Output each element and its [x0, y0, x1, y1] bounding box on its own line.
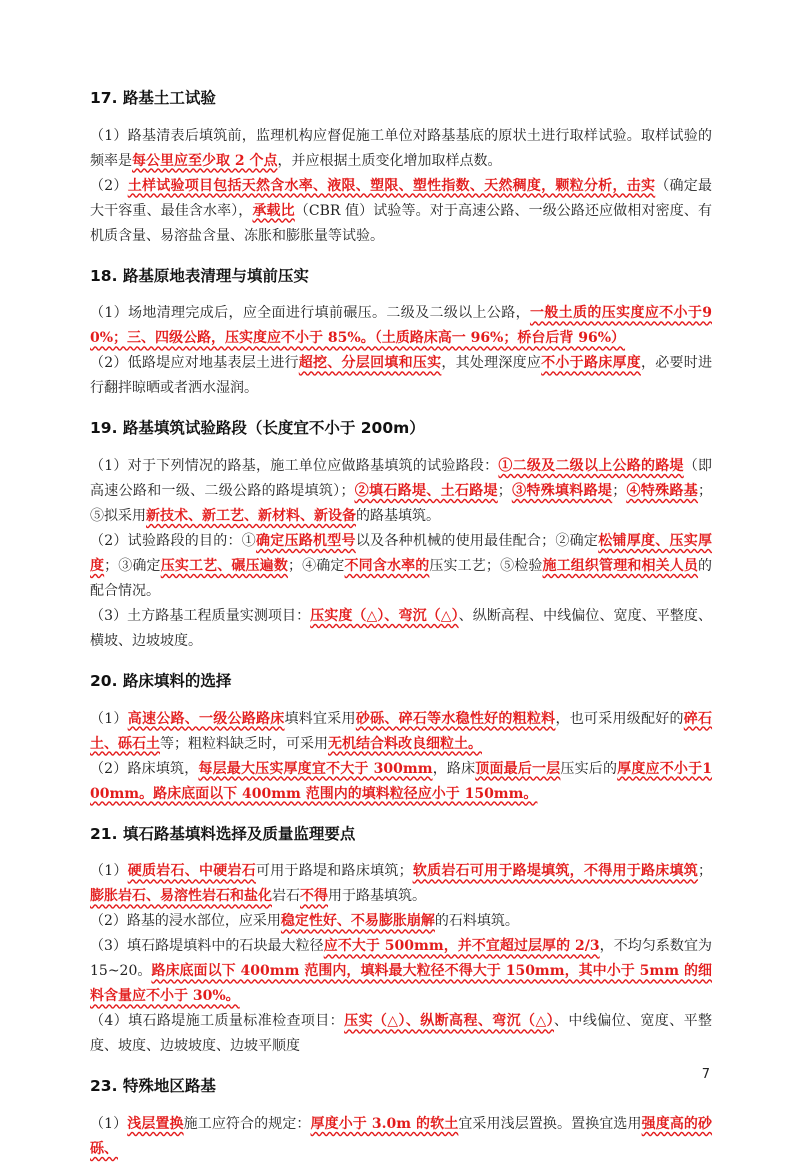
highlighted-text: ④特殊路基	[626, 483, 699, 500]
text-run: （1）	[90, 863, 128, 880]
highlighted-text: 不得	[300, 888, 328, 905]
document-body	[90, 88, 712, 1162]
text-run: （3）土方路基工程质量实测项目：	[90, 608, 311, 625]
highlighted-text: 不同含水率的	[344, 558, 430, 575]
text-run: （1）对于下列情况的路基，施工单位应做路基填筑的试验路段：	[90, 458, 499, 475]
highlighted-text: 路床底面以下 400mm 范围内，填料最大粒径不得大于 150mm，其中小于 5mm 的细料含量应不小于 30%。	[90, 963, 712, 1005]
highlighted-text: 压实（△）、纵断高程、弯沉（△）	[344, 1013, 555, 1030]
highlighted-text: 超挖、分层回填和压实	[298, 355, 442, 372]
highlighted-text: 松铺厚度、压实厚度	[90, 533, 713, 575]
section-title: 19. 路基填筑试验路段（长度宜不小于 200m）	[90, 419, 425, 438]
highlighted-text: 每公里应至少取 2 个点	[132, 152, 278, 169]
text-run: ，不均匀系数宜为 15~20。	[90, 938, 713, 980]
section-title: 17. 路基土工试验	[90, 89, 216, 107]
text-run: （1）路基清表后填筑前，监理机构应督促施工单位对路基基底的原状土进行取样试验。取样试验的频率是	[90, 127, 712, 169]
paragraph	[90, 859, 712, 909]
text-run: 用于路基填筑。	[328, 888, 426, 905]
text-run: 、中线偏位、宽度、平整度、坡度、边坡坡度、边坡平顺度	[90, 1013, 713, 1055]
text-run: 、纵断高程、中线偏位、宽度、平整度、横坡、边坡坡度。	[90, 608, 712, 650]
highlighted-text: 承载比	[252, 202, 295, 219]
section	[90, 418, 712, 654]
paragraph	[90, 301, 712, 351]
highlighted-text: 不小于路床厚度	[541, 355, 641, 372]
text-run: （2）路基的浸水部位，应采用	[90, 913, 281, 930]
text-run: 的石料填筑。	[434, 913, 519, 930]
text-run: 宜采用浅层置换。置换宜选用	[458, 1116, 642, 1133]
highlighted-text: 一般土质的压实度应不小于90%；三、四级公路，压实度应不小于 85%。（土质路床高一 96%；桥台后背 96%）	[90, 305, 712, 347]
text-run: ，其处理深度应	[441, 355, 542, 372]
highlighted-text: 强度高的砂砾、	[90, 1116, 713, 1158]
highlighted-text: 压实度（△）、弯沉（△）	[310, 608, 459, 625]
paragraph	[90, 174, 712, 249]
highlighted-text: 无机结合料改良细粒土。	[328, 735, 482, 752]
highlighted-text: 高速公路、一级公路路床	[127, 710, 285, 727]
text-run: （2）低路堤应对地基表层土进行	[90, 355, 299, 372]
text-run: （确定最大干容重、最佳含水率），	[90, 177, 712, 219]
paragraph	[90, 1009, 712, 1059]
text-run: ；⑤拟采用	[90, 483, 713, 525]
highlighted-text: 膨胀岩石、易溶性岩石和盐化	[90, 888, 272, 905]
text-run: ；④确定	[287, 558, 345, 575]
text-run: （2）试验路段的目的：①	[90, 533, 256, 550]
highlighted-text: 碎石土、砾石土	[90, 710, 713, 752]
text-run: ，路床	[432, 760, 476, 777]
paragraph	[90, 529, 712, 604]
section	[90, 88, 712, 249]
highlighted-text: ②填石路堤、土石路堤	[354, 483, 498, 500]
text-run: （2）	[90, 177, 128, 194]
highlighted-text: 稳定性好、不易膨胀崩解	[280, 913, 435, 930]
text-run: 的配合情况。	[90, 558, 713, 600]
paragraph	[90, 351, 712, 401]
text-run: ；	[698, 863, 713, 880]
text-run: （4）填石路堤施工质量标准检查项目：	[90, 1013, 345, 1030]
text-run: （2）路床填筑，	[90, 760, 199, 777]
section-title: 21. 填石路基填料选择及质量监理要点	[90, 824, 356, 843]
text-run: 以及各种机械的使用最佳配合；②确定	[355, 533, 599, 550]
section-title: 23. 特殊地区路基	[90, 1077, 216, 1096]
paragraph	[90, 454, 712, 529]
paragraph	[90, 909, 712, 934]
highlighted-text: 浅层置换	[127, 1116, 184, 1133]
highlighted-text: 应不大于 500mm，并不宜超过层厚的 2/3	[323, 938, 600, 955]
highlighted-text: 压实工艺、碾压遍数	[160, 558, 288, 575]
highlighted-text: 顶面最后一层	[475, 760, 561, 777]
paragraph	[90, 1112, 712, 1162]
section	[90, 824, 712, 1060]
highlighted-text: 每层最大压实厚度宜不大于 300mm	[198, 760, 433, 777]
text-run: （1）	[90, 1116, 128, 1133]
page-number: 7	[701, 1067, 710, 1082]
highlighted-text: 软质岩石可用于路堤填筑，不得用于路床填筑	[412, 863, 699, 880]
highlighted-text: 厚度小于 3.0m 的软土	[310, 1116, 459, 1133]
text-run: ；③确定	[104, 558, 161, 575]
text-run: （3）填石路堤填料中的石块最大粒径	[90, 938, 324, 955]
highlighted-text: ①二级及二级以上公路的路堤	[498, 458, 684, 475]
highlighted-text: 确定压路机型号	[256, 533, 356, 550]
paragraph	[90, 934, 712, 1009]
highlighted-text: 硬质岩石、中硬岩石	[127, 863, 257, 880]
text-run: 压实后的	[560, 760, 618, 777]
highlighted-text: ③特殊填料路堤	[511, 483, 613, 500]
section	[90, 671, 712, 807]
section	[90, 266, 712, 402]
highlighted-text: 新技术、新工艺、新材料、新设备	[146, 508, 356, 525]
paragraph	[90, 707, 712, 757]
text-run: ；	[612, 483, 627, 500]
paragraph	[90, 757, 712, 807]
text-run: 填料宜采用	[284, 710, 356, 727]
highlighted-text: 土样试验项目包括天然含水率、液限、塑限、塑性指数、天然稠度，颗粒分析，击实	[127, 177, 656, 194]
text-run: （1）	[90, 710, 128, 727]
text-run: 等；粗粒料缺乏时，可采用	[160, 735, 328, 752]
text-run: （1）场地清理完成后，应全面进行填前碾压。二级及二级以上公路，	[90, 305, 530, 322]
text-run: ，必要时进行翻拌晾晒或者洒水湿润。	[90, 355, 713, 397]
highlighted-text: 施工组织管理和相关人员	[542, 558, 699, 575]
text-run: （即高速公路和一级、二级公路的路堤填筑）；	[90, 458, 713, 500]
text-run: 压实工艺；⑤检验	[429, 558, 543, 575]
paragraph	[90, 604, 712, 654]
text-run: ；	[497, 483, 512, 500]
text-run: 的路基填筑。	[356, 508, 440, 525]
paragraph	[90, 124, 712, 174]
text-run: 岩石	[272, 888, 300, 905]
text-run: 可用于路堤和路床填筑；	[256, 863, 413, 880]
section	[90, 1076, 712, 1162]
text-run: （CBR 值）试验等。对于高速公路、一级公路还应做相对密度、有机质含量、易溶盐含量、冻胀和膨胀量等试验。	[90, 202, 713, 244]
section-title: 20. 路床填料的选择	[90, 672, 232, 691]
text-run: ，也可采用级配好的	[555, 710, 684, 727]
text-run: 施工应符合的规定：	[183, 1116, 311, 1133]
highlighted-text: 厚度应不小于100mm。路床底面以下 400mm 范围内的填料粒径应小于 150mm。	[90, 760, 713, 802]
section-title: 18. 路基原地表清理与填前压实	[90, 266, 309, 285]
highlighted-text: 砂砾、碎石等水稳性好的粗粒料	[355, 710, 556, 727]
text-run: ，并应根据土质变化增加取样点数。	[277, 152, 502, 169]
